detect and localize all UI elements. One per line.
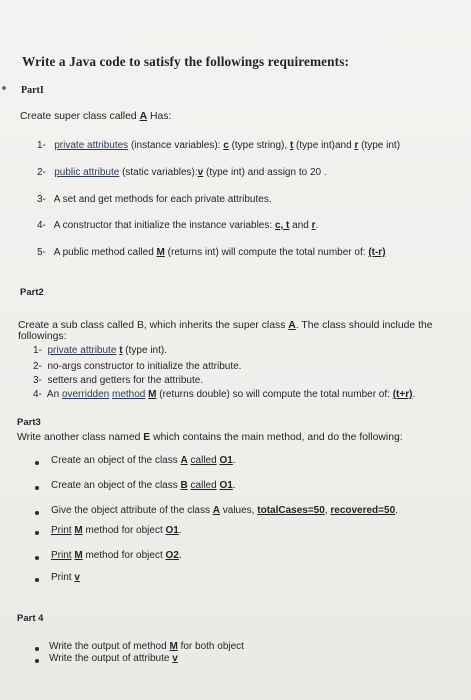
formula: (t-r)	[368, 247, 386, 258]
part3-bullet-6	[51, 572, 80, 583]
part2-item-3	[33, 375, 203, 386]
class-a-ref: A	[139, 111, 148, 122]
class-e-ref: E	[143, 432, 151, 443]
item-text: (type int)and	[293, 140, 355, 151]
part1-heading: PartI	[21, 85, 44, 96]
part3-intro	[17, 432, 403, 443]
intro-text: Write another class named	[17, 432, 144, 443]
part1-item-5	[37, 247, 386, 258]
part3-heading: Part3	[17, 417, 41, 428]
var-t: t	[119, 345, 123, 356]
item-text: A constructor that initialize the instance variables:	[53, 220, 275, 231]
item-text: (type int)	[358, 140, 401, 151]
object-ref: O1	[219, 455, 233, 466]
method-m: M	[74, 525, 83, 536]
item-text: .	[178, 525, 182, 536]
bullet-dot	[35, 531, 39, 535]
item-link-text: private attribute	[47, 345, 117, 356]
var-v: v	[197, 167, 204, 178]
method-m: M	[148, 389, 157, 400]
part3-bullet-4	[51, 525, 182, 536]
item-text: .	[178, 550, 182, 561]
method-m: M	[156, 247, 165, 258]
page-title: Write a Java code to satisfy the followings requirements:	[22, 54, 350, 69]
intro-text-end: which contains the main method, and do the following:	[150, 432, 403, 443]
part2-item-2	[33, 361, 241, 372]
item-text: .	[412, 389, 416, 400]
item-text: Write the output of attribute	[49, 653, 173, 664]
part1-item-1	[37, 140, 400, 151]
item-text: A public method called	[53, 247, 157, 258]
intro-text: Create a sub class called B, which inherits the super class	[18, 320, 289, 331]
part3-bullet-3	[51, 505, 398, 516]
var-c-t: c, t	[274, 220, 290, 231]
class-b-ref: B	[180, 480, 188, 491]
item-text: values,	[220, 505, 258, 516]
item-text: .	[395, 505, 398, 516]
item-text: Give the object attribute of the class	[51, 505, 213, 516]
part1-item-3	[37, 194, 272, 205]
class-a-ref: A	[212, 505, 220, 516]
part2-heading: Part2	[20, 287, 44, 298]
item-text: (instance variables):	[128, 140, 224, 151]
item-number: 5-	[37, 247, 46, 258]
item-text: (type string),	[228, 140, 290, 151]
value-total-cases: totalCases=50	[257, 505, 325, 516]
item-number: 1-	[33, 345, 42, 356]
bullet-dot	[35, 556, 39, 560]
class-a-ref: A	[180, 455, 188, 466]
part1-intro	[20, 111, 171, 122]
value-recovered: recovered=50	[330, 505, 396, 516]
part4-bullet-2	[49, 653, 178, 664]
method-m: M	[74, 550, 83, 561]
item-link-text: called	[190, 455, 217, 466]
item-link-text: private attributes	[54, 140, 129, 151]
item-text: (type int).	[122, 345, 167, 356]
bullet-dot	[35, 461, 39, 465]
method-m: M	[169, 641, 178, 652]
var-t: t	[289, 140, 294, 151]
item-text: A set and get methods for each private attributes.	[53, 194, 272, 205]
item-link-text: Print	[51, 550, 72, 561]
object-ref: O1	[165, 525, 179, 536]
item-text: .	[232, 455, 236, 466]
var-v: v	[74, 572, 80, 583]
part2-intro-line2: followings:	[18, 331, 67, 342]
part2-item-4	[33, 389, 415, 400]
item-number: 1-	[37, 140, 46, 151]
item-text: setters and getters for the attribute.	[47, 375, 204, 386]
item-text: (returns double) so will compute the total number of:	[156, 389, 393, 400]
bullet-dot	[35, 511, 39, 515]
item-text: no-args constructor to initialize the attribute.	[47, 361, 242, 372]
bullet-dot	[35, 659, 39, 663]
ink-dot	[2, 86, 6, 90]
item-number: 2-	[33, 361, 42, 372]
item-text: (static variables):	[119, 167, 198, 178]
object-ref: O2	[165, 550, 179, 561]
var-v: v	[172, 653, 178, 664]
part3-bullet-5	[51, 550, 182, 561]
part3-bullet-2	[51, 480, 236, 491]
intro-text: Create super class called	[20, 111, 140, 122]
bullet-dot	[35, 578, 39, 582]
item-text: (returns int) will compute the total number of:	[164, 247, 369, 258]
class-a-ref: A	[288, 320, 296, 331]
item-text: .	[232, 480, 236, 491]
var-c: c	[223, 140, 229, 151]
item-number: 3-	[37, 194, 46, 205]
item-link-text: method	[111, 389, 146, 400]
bullet-dot	[35, 486, 39, 490]
item-number: 4-	[37, 220, 46, 231]
part1-item-2	[37, 167, 327, 178]
part4-bullet-1	[49, 641, 244, 652]
bullet-dot	[35, 647, 39, 651]
item-link-text: called	[190, 480, 217, 491]
intro-text-end: Has:	[147, 111, 172, 122]
part2-intro-line1	[18, 320, 433, 331]
part1-item-4	[37, 220, 318, 231]
var-r: r	[354, 140, 359, 151]
item-text: Create an object of the class	[51, 480, 181, 491]
item-link-text: public attribute	[54, 167, 120, 178]
item-number: 2-	[37, 167, 46, 178]
item-text: Write the output of method	[49, 641, 170, 652]
item-text: (type int) and assign to 20 .	[203, 167, 327, 178]
item-link-text: Print	[51, 525, 72, 536]
item-text: .	[315, 220, 319, 231]
part4-heading: Part 4	[17, 613, 44, 624]
part2-item-1	[33, 345, 167, 356]
item-text: Create an object of the class	[51, 455, 181, 466]
item-text: An	[46, 389, 62, 400]
item-text: Print	[51, 572, 75, 583]
item-text: ,	[324, 505, 331, 516]
object-ref: O1	[219, 480, 233, 491]
item-text: for both object	[177, 641, 244, 652]
item-text: method for object	[82, 525, 166, 536]
item-text: and	[289, 220, 312, 231]
part3-bullet-1	[51, 455, 236, 466]
item-text: method for object	[82, 550, 166, 561]
item-number: 4-	[33, 389, 42, 400]
item-number: 3-	[33, 375, 42, 386]
var-r: r	[311, 220, 316, 231]
item-link-text: overridden	[61, 389, 110, 400]
intro-text-end: . The class should include the	[295, 320, 433, 331]
formula: (t+r)	[392, 389, 413, 400]
